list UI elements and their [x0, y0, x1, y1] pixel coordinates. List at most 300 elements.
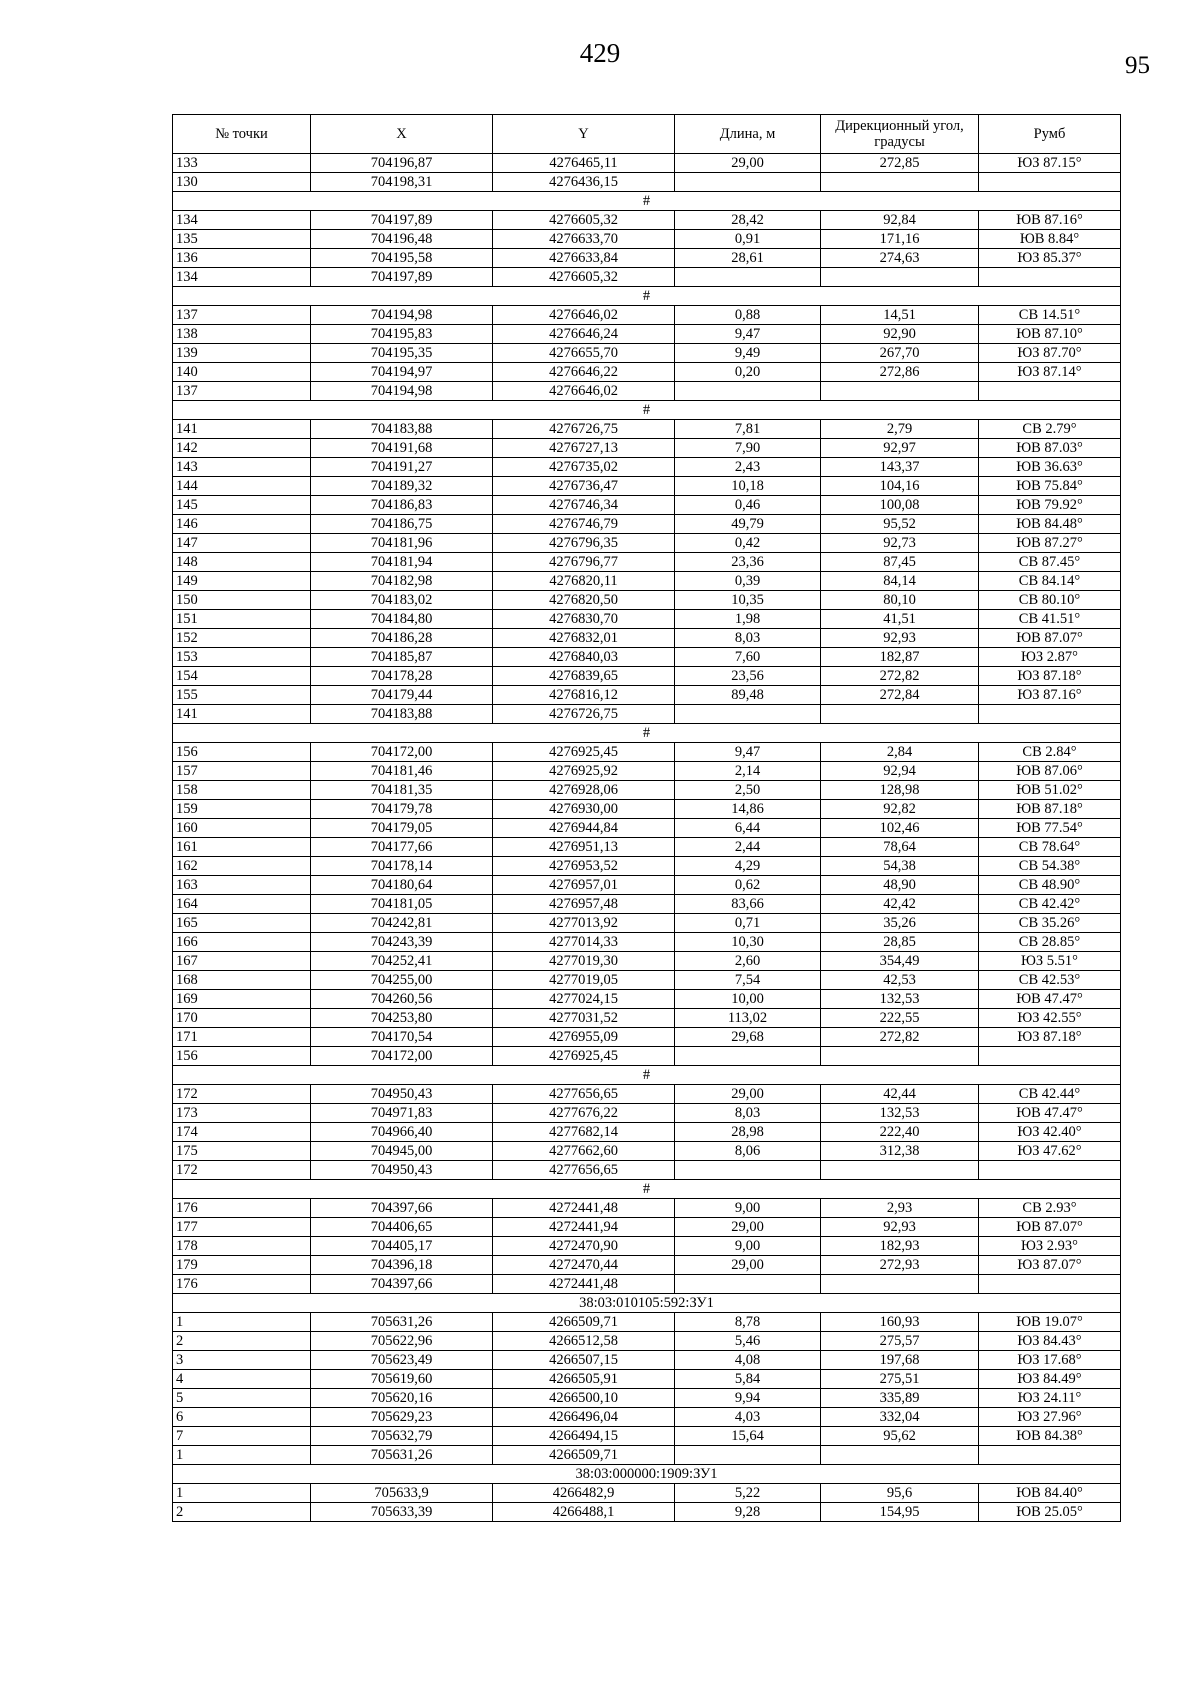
cell-x: 704950,43: [311, 1085, 493, 1104]
cell-angle: 95,6: [821, 1484, 979, 1503]
cell-y: 4272441,48: [493, 1199, 675, 1218]
cell-length: 14,86: [675, 800, 821, 819]
cell-point: 1: [173, 1446, 311, 1465]
cell-y: 4276832,01: [493, 629, 675, 648]
cell-rumb: СВ 84.14°: [979, 572, 1121, 591]
cell-point: 137: [173, 306, 311, 325]
cell-length: 29,00: [675, 1256, 821, 1275]
table-row: [173, 705, 1121, 724]
cell-rumb: СВ 41.51°: [979, 610, 1121, 629]
cell-point: 1: [173, 1313, 311, 1332]
cell-x: 704197,89: [311, 211, 493, 230]
table-row: [173, 458, 1121, 477]
cell-angle: 28,85: [821, 933, 979, 952]
cell-y: 4272441,94: [493, 1218, 675, 1237]
cell-angle: 42,44: [821, 1085, 979, 1104]
cell-angle: 272,93: [821, 1256, 979, 1275]
cell-point: 165: [173, 914, 311, 933]
cell-length: 0,91: [675, 230, 821, 249]
cell-point: 139: [173, 344, 311, 363]
cell-length: 9,94: [675, 1389, 821, 1408]
cell-length: 8,06: [675, 1142, 821, 1161]
cell-y: 4272470,90: [493, 1237, 675, 1256]
cell-point: 135: [173, 230, 311, 249]
table-row: [173, 1085, 1121, 1104]
cell-length: [675, 268, 821, 287]
table-row: [173, 325, 1121, 344]
cell-y: 4266494,15: [493, 1427, 675, 1446]
cell-point: 149: [173, 572, 311, 591]
cell-y: 4276951,13: [493, 838, 675, 857]
cell-x: 704170,54: [311, 1028, 493, 1047]
table-row: [173, 1237, 1121, 1256]
cell-angle: 335,89: [821, 1389, 979, 1408]
table-row: [173, 1427, 1121, 1446]
cell-point: 172: [173, 1161, 311, 1180]
cell-point: 4: [173, 1370, 311, 1389]
cell-angle: 102,46: [821, 819, 979, 838]
cell-angle: [821, 1161, 979, 1180]
cell-point: 140: [173, 363, 311, 382]
cell-x: 704198,31: [311, 173, 493, 192]
cell-point: 167: [173, 952, 311, 971]
cell-angle: 92,93: [821, 1218, 979, 1237]
header-length: Длина, м: [675, 115, 821, 154]
cell-rumb: [979, 1446, 1121, 1465]
table-row: [173, 1370, 1121, 1389]
separator-label: #: [173, 401, 1121, 420]
cell-length: [675, 1161, 821, 1180]
cell-length: [675, 705, 821, 724]
cell-rumb: ЮВ 51.02°: [979, 781, 1121, 800]
cell-x: 704191,27: [311, 458, 493, 477]
cell-rumb: СВ 42.53°: [979, 971, 1121, 990]
cell-point: 179: [173, 1256, 311, 1275]
table-separator-row: [173, 287, 1121, 306]
cell-angle: 272,82: [821, 667, 979, 686]
table-row: [173, 1199, 1121, 1218]
cell-angle: 95,62: [821, 1427, 979, 1446]
table-row: [173, 1047, 1121, 1066]
cell-rumb: ЮВ 8.84°: [979, 230, 1121, 249]
cell-y: 4276646,02: [493, 306, 675, 325]
cell-rumb: ЮЗ 47.62°: [979, 1142, 1121, 1161]
cell-rumb: ЮВ 79.92°: [979, 496, 1121, 515]
cell-rumb: ЮЗ 2.87°: [979, 648, 1121, 667]
cell-y: 4266507,15: [493, 1351, 675, 1370]
cell-rumb: ЮЗ 87.15°: [979, 154, 1121, 173]
cell-rumb: СВ 54.38°: [979, 857, 1121, 876]
cell-rumb: ЮВ 77.54°: [979, 819, 1121, 838]
cell-y: 4266496,04: [493, 1408, 675, 1427]
cell-length: 49,79: [675, 515, 821, 534]
cell-length: 7,60: [675, 648, 821, 667]
cell-x: 704950,43: [311, 1161, 493, 1180]
cell-length: 2,44: [675, 838, 821, 857]
cell-x: 704971,83: [311, 1104, 493, 1123]
cell-y: 4276465,11: [493, 154, 675, 173]
cell-length: 0,20: [675, 363, 821, 382]
cell-point: 130: [173, 173, 311, 192]
cell-x: 704182,98: [311, 572, 493, 591]
table-row: [173, 1142, 1121, 1161]
table-row: [173, 762, 1121, 781]
cell-angle: 275,57: [821, 1332, 979, 1351]
cell-rumb: ЮЗ 5.51°: [979, 952, 1121, 971]
table-row: [173, 1161, 1121, 1180]
cell-length: 8,78: [675, 1313, 821, 1332]
cell-length: 5,22: [675, 1484, 821, 1503]
cell-y: 4276796,35: [493, 534, 675, 553]
cell-point: 145: [173, 496, 311, 515]
cell-angle: 78,64: [821, 838, 979, 857]
cell-rumb: ЮЗ 27.96°: [979, 1408, 1121, 1427]
cell-length: 4,03: [675, 1408, 821, 1427]
cell-rumb: ЮВ 84.38°: [979, 1427, 1121, 1446]
cell-rumb: СВ 2.79°: [979, 420, 1121, 439]
cell-x: 705620,16: [311, 1389, 493, 1408]
cell-angle: 182,87: [821, 648, 979, 667]
cell-point: 138: [173, 325, 311, 344]
separator-label: #: [173, 1066, 1121, 1085]
cell-y: 4277676,22: [493, 1104, 675, 1123]
cell-rumb: [979, 268, 1121, 287]
cell-y: 4277656,65: [493, 1161, 675, 1180]
table-row: [173, 933, 1121, 952]
cell-y: 4276436,15: [493, 173, 675, 192]
table-row: [173, 838, 1121, 857]
header-rumb: Румб: [979, 115, 1121, 154]
cell-rumb: ЮЗ 87.18°: [979, 1028, 1121, 1047]
table-row: [173, 420, 1121, 439]
cell-y: 4266509,71: [493, 1313, 675, 1332]
cell-x: 704242,81: [311, 914, 493, 933]
cell-angle: 87,45: [821, 553, 979, 572]
cell-x: 704183,88: [311, 705, 493, 724]
cell-length: [675, 173, 821, 192]
table-row: [173, 439, 1121, 458]
cell-x: 704195,35: [311, 344, 493, 363]
cell-rumb: ЮЗ 2.93°: [979, 1237, 1121, 1256]
table-row: [173, 591, 1121, 610]
cell-point: 178: [173, 1237, 311, 1256]
cell-x: 704195,83: [311, 325, 493, 344]
cell-angle: 100,08: [821, 496, 979, 515]
cell-point: 146: [173, 515, 311, 534]
cell-x: 704194,97: [311, 363, 493, 382]
table-separator-row: [173, 1066, 1121, 1085]
cell-y: 4276830,70: [493, 610, 675, 629]
cell-x: 704186,83: [311, 496, 493, 515]
cell-length: 0,71: [675, 914, 821, 933]
table-separator-row: [173, 192, 1121, 211]
cell-rumb: ЮЗ 87.70°: [979, 344, 1121, 363]
cell-y: 4277662,60: [493, 1142, 675, 1161]
cell-rumb: ЮЗ 84.43°: [979, 1332, 1121, 1351]
cell-x: 704243,39: [311, 933, 493, 952]
cell-point: 162: [173, 857, 311, 876]
cell-point: 175: [173, 1142, 311, 1161]
table-row: [173, 629, 1121, 648]
cell-point: 150: [173, 591, 311, 610]
cell-point: 176: [173, 1199, 311, 1218]
cell-x: 705633,39: [311, 1503, 493, 1522]
table-row: [173, 1028, 1121, 1047]
cell-angle: 92,94: [821, 762, 979, 781]
cell-y: 4276840,03: [493, 648, 675, 667]
cell-point: 168: [173, 971, 311, 990]
cell-length: 0,62: [675, 876, 821, 895]
cell-x: 704179,05: [311, 819, 493, 838]
table-separator-row: [173, 724, 1121, 743]
cell-length: 2,50: [675, 781, 821, 800]
cell-length: 10,30: [675, 933, 821, 952]
table-row: [173, 990, 1121, 1009]
cell-point: 153: [173, 648, 311, 667]
cell-length: 15,64: [675, 1427, 821, 1446]
cell-angle: 132,53: [821, 1104, 979, 1123]
cell-angle: 154,95: [821, 1503, 979, 1522]
table-row: [173, 648, 1121, 667]
table-row: [173, 914, 1121, 933]
page-number-center: 429: [579, 38, 621, 68]
cell-length: 6,44: [675, 819, 821, 838]
cell-y: 4276957,01: [493, 876, 675, 895]
cell-length: 0,46: [675, 496, 821, 515]
cell-x: 705629,23: [311, 1408, 493, 1427]
cell-length: 9,00: [675, 1199, 821, 1218]
cell-y: 4276633,70: [493, 230, 675, 249]
cell-y: 4276646,22: [493, 363, 675, 382]
cell-rumb: [979, 705, 1121, 724]
table-separator-row: [173, 1465, 1121, 1484]
cell-y: 4266512,58: [493, 1332, 675, 1351]
cell-y: 4272441,48: [493, 1275, 675, 1294]
cell-length: 5,46: [675, 1332, 821, 1351]
cell-angle: 354,49: [821, 952, 979, 971]
table-header-row: [173, 115, 1121, 154]
cell-y: 4276930,00: [493, 800, 675, 819]
cell-y: 4276726,75: [493, 420, 675, 439]
cell-y: 4277031,52: [493, 1009, 675, 1028]
table-row: [173, 572, 1121, 591]
table-row: [173, 857, 1121, 876]
cell-y: 4266500,10: [493, 1389, 675, 1408]
cell-rumb: ЮВ 87.03°: [979, 439, 1121, 458]
cell-rumb: СВ 35.26°: [979, 914, 1121, 933]
cell-x: 704178,14: [311, 857, 493, 876]
cell-x: 704184,80: [311, 610, 493, 629]
table-row: [173, 363, 1121, 382]
table-row: [173, 1446, 1121, 1465]
separator-label: 38:03:010105:592:ЗУ1: [173, 1294, 1121, 1313]
cell-y: 4276928,06: [493, 781, 675, 800]
cell-point: 134: [173, 268, 311, 287]
cell-point: 159: [173, 800, 311, 819]
cell-x: 704252,41: [311, 952, 493, 971]
cell-length: 28,61: [675, 249, 821, 268]
table-row: [173, 1408, 1121, 1427]
table-row: [173, 667, 1121, 686]
cell-rumb: ЮВ 36.63°: [979, 458, 1121, 477]
cell-rumb: ЮВ 87.10°: [979, 325, 1121, 344]
cell-length: 2,43: [675, 458, 821, 477]
cell-x: 704255,00: [311, 971, 493, 990]
cell-angle: [821, 1446, 979, 1465]
cell-angle: 272,82: [821, 1028, 979, 1047]
cell-y: 4276925,92: [493, 762, 675, 781]
cell-rumb: ЮВ 87.07°: [979, 1218, 1121, 1237]
cell-x: 704179,78: [311, 800, 493, 819]
cell-y: 4276953,52: [493, 857, 675, 876]
cell-length: 23,56: [675, 667, 821, 686]
cell-point: 163: [173, 876, 311, 895]
cell-length: 113,02: [675, 1009, 821, 1028]
table-row: [173, 819, 1121, 838]
cell-angle: 222,55: [821, 1009, 979, 1028]
cell-length: 7,81: [675, 420, 821, 439]
cell-x: 704181,35: [311, 781, 493, 800]
cell-y: 4266505,91: [493, 1370, 675, 1389]
cell-angle: 222,40: [821, 1123, 979, 1142]
cell-angle: 48,90: [821, 876, 979, 895]
cell-x: 704197,89: [311, 268, 493, 287]
separator-label: #: [173, 724, 1121, 743]
table-separator-row: [173, 401, 1121, 420]
cell-angle: 160,93: [821, 1313, 979, 1332]
cell-rumb: СВ 14.51°: [979, 306, 1121, 325]
cell-x: 704178,28: [311, 667, 493, 686]
cell-x: 704186,28: [311, 629, 493, 648]
cell-length: 4,29: [675, 857, 821, 876]
cell-y: 4272470,44: [493, 1256, 675, 1275]
cell-point: 2: [173, 1503, 311, 1522]
cell-point: 6: [173, 1408, 311, 1427]
cell-rumb: ЮВ 87.18°: [979, 800, 1121, 819]
cell-point: 134: [173, 211, 311, 230]
cell-angle: [821, 382, 979, 401]
table-row: [173, 515, 1121, 534]
cell-angle: 92,93: [821, 629, 979, 648]
cell-x: 704396,18: [311, 1256, 493, 1275]
cell-angle: 14,51: [821, 306, 979, 325]
cell-point: 142: [173, 439, 311, 458]
cell-point: 3: [173, 1351, 311, 1370]
cell-length: 2,14: [675, 762, 821, 781]
cell-x: 704181,96: [311, 534, 493, 553]
cell-point: 161: [173, 838, 311, 857]
cell-y: 4276727,13: [493, 439, 675, 458]
cell-length: 7,54: [675, 971, 821, 990]
cell-y: 4276735,02: [493, 458, 675, 477]
page-number-right: 95: [1125, 52, 1150, 79]
cell-length: [675, 1446, 821, 1465]
table-row: [173, 876, 1121, 895]
cell-point: 1: [173, 1484, 311, 1503]
cell-point: 137: [173, 382, 311, 401]
table-row: [173, 1218, 1121, 1237]
cell-length: 28,42: [675, 211, 821, 230]
cell-point: 156: [173, 1047, 311, 1066]
cell-rumb: ЮЗ 17.68°: [979, 1351, 1121, 1370]
cell-y: 4266482,9: [493, 1484, 675, 1503]
cell-x: 704191,68: [311, 439, 493, 458]
cell-rumb: ЮЗ 87.18°: [979, 667, 1121, 686]
coordinates-table: [172, 114, 1121, 1522]
header-direction-angle: Дирекционный угол, градусы: [821, 115, 979, 154]
cell-length: 10,18: [675, 477, 821, 496]
cell-rumb: ЮЗ 85.37°: [979, 249, 1121, 268]
cell-angle: 104,16: [821, 477, 979, 496]
cell-y: 4277019,30: [493, 952, 675, 971]
cell-x: 705631,26: [311, 1446, 493, 1465]
cell-rumb: ЮЗ 87.14°: [979, 363, 1121, 382]
cell-rumb: ЮВ 84.40°: [979, 1484, 1121, 1503]
cell-y: 4276746,34: [493, 496, 675, 515]
cell-rumb: ЮВ 19.07°: [979, 1313, 1121, 1332]
cell-x: 704181,46: [311, 762, 493, 781]
cell-angle: 132,53: [821, 990, 979, 1009]
cell-angle: 92,73: [821, 534, 979, 553]
cell-angle: 274,63: [821, 249, 979, 268]
header-x: X: [311, 115, 493, 154]
cell-rumb: СВ 42.44°: [979, 1085, 1121, 1104]
separator-label: #: [173, 287, 1121, 306]
table-row: [173, 1275, 1121, 1294]
cell-angle: 42,42: [821, 895, 979, 914]
table-row: [173, 743, 1121, 762]
cell-point: 143: [173, 458, 311, 477]
cell-x: 704260,56: [311, 990, 493, 1009]
cell-y: 4276816,12: [493, 686, 675, 705]
cell-rumb: [979, 173, 1121, 192]
table-row: [173, 477, 1121, 496]
cell-length: 5,84: [675, 1370, 821, 1389]
cell-point: 152: [173, 629, 311, 648]
table-row: [173, 952, 1121, 971]
cell-angle: 267,70: [821, 344, 979, 363]
table-row: [173, 154, 1121, 173]
cell-x: 705623,49: [311, 1351, 493, 1370]
cell-y: 4276646,24: [493, 325, 675, 344]
cell-angle: 41,51: [821, 610, 979, 629]
cell-x: 704405,17: [311, 1237, 493, 1256]
cell-length: 9,47: [675, 325, 821, 344]
cell-point: 147: [173, 534, 311, 553]
cell-x: 704172,00: [311, 743, 493, 762]
cell-x: 704177,66: [311, 838, 493, 857]
cell-rumb: ЮЗ 87.16°: [979, 686, 1121, 705]
cell-y: 4276925,45: [493, 743, 675, 762]
table-row: [173, 1104, 1121, 1123]
cell-y: 4276726,75: [493, 705, 675, 724]
table-row: [173, 1484, 1121, 1503]
cell-length: 89,48: [675, 686, 821, 705]
header-point-number: № точки: [173, 115, 311, 154]
cell-length: 10,35: [675, 591, 821, 610]
cell-rumb: СВ 2.84°: [979, 743, 1121, 762]
table-separator-row: [173, 1294, 1121, 1313]
cell-length: 4,08: [675, 1351, 821, 1370]
cell-rumb: ЮВ 87.27°: [979, 534, 1121, 553]
cell-rumb: [979, 1161, 1121, 1180]
cell-angle: 332,04: [821, 1408, 979, 1427]
cell-rumb: СВ 87.45°: [979, 553, 1121, 572]
cell-rumb: [979, 382, 1121, 401]
cell-angle: 80,10: [821, 591, 979, 610]
cell-x: 704183,02: [311, 591, 493, 610]
cell-rumb: ЮЗ 42.40°: [979, 1123, 1121, 1142]
